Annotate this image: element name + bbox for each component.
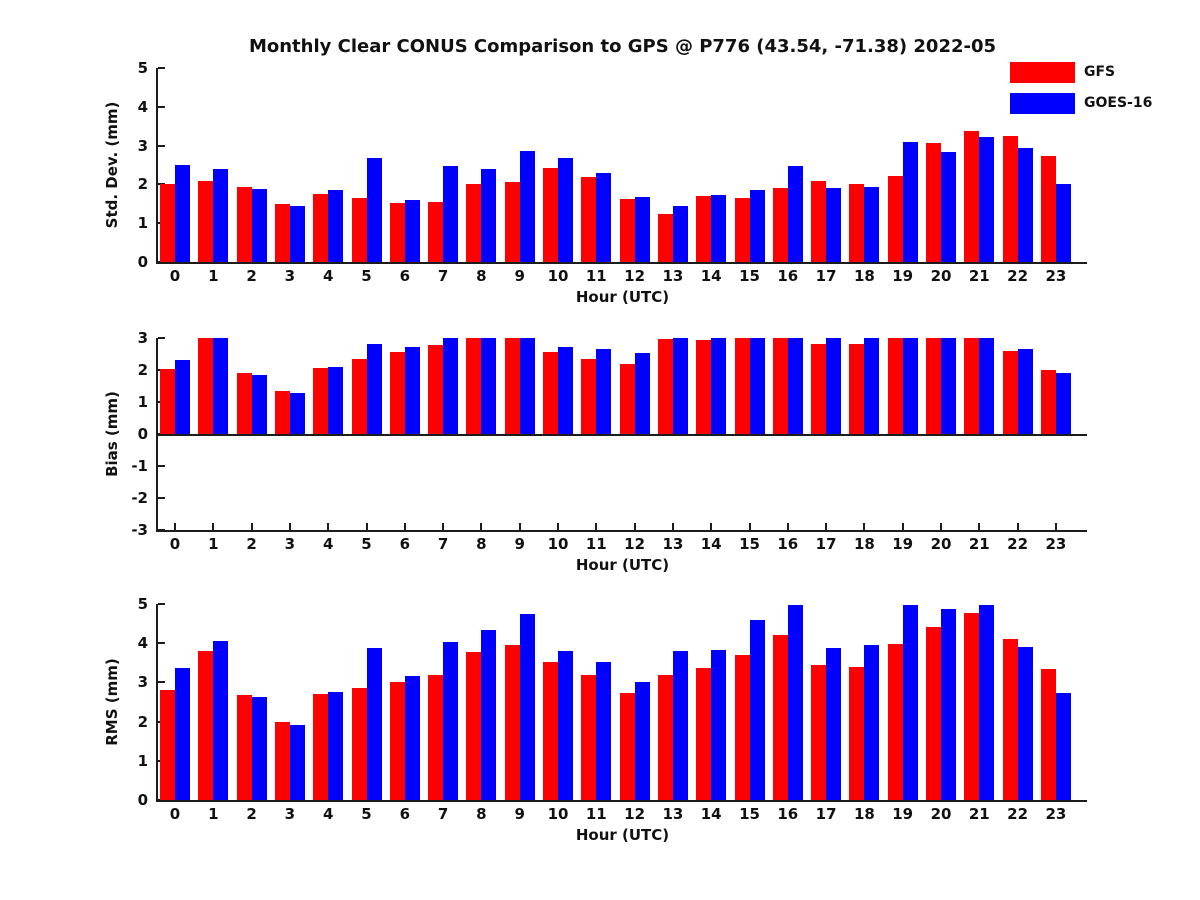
x-tick-label: 4	[322, 267, 334, 285]
x-axis-label-stddev: Hour (UTC)	[575, 288, 670, 306]
y-tick-label: 0	[137, 791, 148, 809]
bar-goes16-h19	[903, 338, 918, 434]
x-tick	[940, 523, 942, 530]
bar-gfs-h1	[198, 651, 213, 800]
bar-goes16-h9	[520, 614, 535, 800]
x-tick	[174, 523, 176, 530]
y-tick-label: 5	[137, 59, 148, 77]
y-tick-label: 4	[137, 634, 148, 653]
x-tick-label: 3	[284, 805, 296, 823]
x-tick-label: 9	[514, 805, 525, 823]
bar-gfs-h20	[926, 338, 941, 434]
bar-goes16-h20	[941, 152, 956, 262]
y-tick-label: 0	[137, 425, 148, 443]
bar-gfs-h16	[773, 338, 788, 434]
chart-title: Monthly Clear CONUS Comparison to GPS @ P776 (43.54, -71.38) 2022-05	[248, 36, 997, 57]
bar-gfs-h13	[658, 675, 673, 800]
x-tick-label: 16	[777, 805, 799, 823]
bar-goes16-h23	[1056, 373, 1071, 434]
bar-gfs-h2	[237, 373, 252, 434]
x-tick-label: 21	[968, 805, 990, 823]
bar-gfs-h3	[275, 204, 290, 262]
y-tick	[158, 529, 165, 531]
bar-goes16-h14	[711, 650, 726, 800]
bar-goes16-h5	[367, 648, 382, 800]
y-tick-label: 3	[137, 329, 148, 347]
bar-goes16-h3	[290, 725, 305, 800]
bar-goes16-h8	[481, 338, 496, 434]
bar-goes16-h4	[328, 692, 343, 800]
bar-gfs-h7	[428, 675, 443, 800]
bar-gfs-h1	[198, 338, 213, 434]
bar-goes16-h11	[596, 662, 611, 800]
x-tick-label: 12	[624, 267, 646, 285]
x-tick-label: 3	[284, 535, 296, 553]
plot-area-stddev	[137, 59, 1087, 306]
bar-goes16-h11	[596, 173, 611, 262]
x-tick-label: 16	[777, 267, 799, 285]
bar-gfs-h21	[964, 338, 979, 434]
bar-gfs-h13	[658, 214, 673, 262]
y-tick-label: 1	[137, 393, 148, 411]
bar-gfs-h17	[811, 181, 826, 262]
bar-gfs-h8	[466, 652, 481, 800]
bar-gfs-h0	[160, 184, 175, 262]
legend-label-gfs: GFS	[1084, 64, 1116, 80]
legend-label-goes16: GOES-16	[1084, 95, 1153, 111]
x-tick	[825, 523, 827, 530]
bar-gfs-h9	[505, 645, 520, 800]
x-tick-label: 10	[547, 535, 569, 553]
x-tick-label: 15	[739, 535, 760, 553]
bar-gfs-h23	[1041, 669, 1056, 800]
x-tick-label: 19	[892, 267, 914, 285]
x-tick-label: 14	[700, 535, 722, 553]
x-tick	[978, 523, 980, 530]
zero-axis-line	[158, 434, 1087, 436]
x-axis-label-bias: Hour (UTC)	[575, 556, 670, 574]
bar-gfs-h1	[198, 181, 213, 263]
bar-gfs-h8	[466, 184, 481, 262]
y-tick-label: 3	[137, 136, 148, 155]
x-tick-label: 15	[739, 267, 760, 285]
bar-goes16-h15	[750, 190, 765, 262]
bar-gfs-h4	[313, 368, 328, 434]
bar-goes16-h6	[405, 676, 420, 800]
bar-gfs-h18	[849, 667, 864, 800]
bar-gfs-h23	[1041, 156, 1056, 262]
bar-goes16-h10	[558, 651, 573, 800]
bar-goes16-h7	[443, 166, 458, 262]
y-tick	[158, 497, 165, 499]
y-tick-label: 1	[137, 751, 148, 770]
y-axis-label-stddev: Std. Dev. (mm)	[103, 101, 121, 229]
bar-gfs-h7	[428, 202, 443, 262]
x-tick-label: 15	[739, 805, 760, 823]
x-tick-label: 4	[322, 805, 334, 823]
bar-gfs-h10	[543, 352, 558, 434]
x-tick-label: 0	[169, 805, 181, 823]
bar-goes16-h14	[711, 195, 726, 262]
y-tick-label: 3	[137, 673, 148, 692]
x-axis-label-rms: Hour (UTC)	[575, 826, 670, 844]
bar-gfs-h0	[160, 369, 175, 434]
x-tick-label: 13	[662, 267, 684, 285]
bar-gfs-h7	[428, 345, 443, 434]
x-tick-label: 13	[662, 805, 684, 823]
x-tick-label: 6	[399, 805, 411, 823]
bar-gfs-h17	[811, 344, 826, 434]
x-tick	[710, 523, 712, 530]
x-tick-label: 3	[284, 267, 296, 285]
y-tick	[158, 67, 165, 69]
plot-area-rms	[137, 595, 1087, 844]
y-axis-label-bias: Bias (mm)	[103, 391, 121, 477]
bar-goes16-h9	[520, 338, 535, 434]
bar-gfs-h19	[888, 338, 903, 434]
bar-goes16-h3	[290, 393, 305, 434]
bar-goes16-h22	[1018, 148, 1033, 263]
x-tick-label: 11	[585, 535, 607, 553]
bar-gfs-h23	[1041, 370, 1056, 434]
y-tick-label: 2	[137, 712, 148, 731]
x-tick-label: 23	[1045, 535, 1067, 553]
bar-gfs-h15	[735, 338, 750, 434]
bar-gfs-h10	[543, 168, 558, 262]
bar-gfs-h14	[696, 340, 711, 434]
bar-goes16-h23	[1056, 693, 1071, 800]
y-tick-label: 5	[137, 595, 148, 613]
bar-goes16-h21	[979, 137, 994, 262]
bar-gfs-h16	[773, 635, 788, 800]
x-tick-label: 2	[246, 805, 257, 823]
x-tick-label: 12	[624, 805, 646, 823]
x-tick-label: 19	[892, 535, 914, 553]
y-tick	[158, 465, 165, 467]
plot-area-bias	[131, 329, 1087, 574]
x-tick-label: 1	[208, 267, 219, 285]
x-tick-label: 5	[361, 267, 372, 285]
x-tick-label: 1	[208, 805, 219, 823]
bar-goes16-h13	[673, 651, 688, 800]
bar-goes16-h19	[903, 605, 918, 800]
bar-goes16-h16	[788, 338, 803, 434]
x-tick-label: 9	[514, 535, 525, 553]
x-tick-label: 0	[169, 535, 181, 553]
bar-goes16-h22	[1018, 349, 1033, 434]
x-tick	[519, 523, 521, 530]
x-tick-label: 2	[246, 535, 257, 553]
y-tick	[158, 145, 165, 147]
bar-goes16-h12	[635, 682, 650, 800]
bar-gfs-h19	[888, 644, 903, 800]
y-tick-label: 0	[137, 253, 148, 271]
bar-goes16-h13	[673, 338, 688, 434]
y-axis-label-rms: RMS (mm)	[103, 658, 121, 746]
x-tick	[787, 523, 789, 530]
x-tick-label: 18	[853, 535, 875, 553]
x-tick-label: 8	[476, 267, 487, 285]
bar-gfs-h19	[888, 176, 903, 262]
bar-goes16-h20	[941, 609, 956, 800]
bar-gfs-h3	[275, 722, 290, 800]
bar-gfs-h13	[658, 339, 673, 434]
bar-gfs-h8	[466, 338, 481, 434]
bar-gfs-h2	[237, 187, 252, 262]
x-tick	[442, 523, 444, 530]
bar-goes16-h7	[443, 338, 458, 434]
y-tick-label: 4	[137, 97, 148, 116]
x-tick-label: 7	[437, 805, 449, 823]
x-tick-label: 22	[1007, 805, 1029, 823]
bar-goes16-h15	[750, 620, 765, 800]
bar-goes16-h10	[558, 158, 573, 262]
x-tick-label: 6	[399, 267, 411, 285]
bar-gfs-h14	[696, 196, 711, 262]
y-tick-label: -3	[131, 521, 148, 539]
x-tick	[404, 523, 406, 530]
bar-goes16-h12	[635, 353, 650, 434]
x-tick-label: 16	[777, 535, 799, 553]
bar-gfs-h9	[505, 182, 520, 262]
bar-goes16-h20	[941, 338, 956, 434]
x-tick-label: 20	[930, 267, 952, 285]
y-tick	[158, 337, 165, 339]
bar-gfs-h11	[581, 359, 596, 434]
x-tick-label: 22	[1007, 267, 1029, 285]
x-tick-label: 2	[246, 267, 257, 285]
bar-goes16-h0	[175, 360, 190, 434]
bar-goes16-h2	[252, 189, 267, 262]
x-tick-label: 7	[437, 535, 449, 553]
x-tick-label: 17	[815, 267, 837, 285]
bar-goes16-h17	[826, 648, 841, 800]
y-tick-label: 2	[137, 361, 148, 379]
x-tick-label: 10	[547, 805, 569, 823]
x-tick-label: 17	[815, 535, 837, 553]
x-tick	[863, 523, 865, 530]
bar-gfs-h15	[735, 655, 750, 800]
y-tick-label: -1	[131, 457, 148, 475]
x-tick-label: 5	[361, 805, 372, 823]
bar-goes16-h6	[405, 347, 420, 434]
bar-goes16-h1	[213, 641, 228, 800]
x-tick-label: 0	[169, 267, 181, 285]
bar-goes16-h16	[788, 166, 803, 262]
bar-gfs-h5	[352, 688, 367, 800]
bar-goes16-h18	[864, 187, 879, 262]
bar-gfs-h4	[313, 694, 328, 800]
bar-gfs-h21	[964, 131, 979, 262]
x-tick-label: 21	[968, 267, 990, 285]
bar-goes16-h1	[213, 169, 228, 262]
y-tick-label: -2	[131, 489, 148, 507]
x-tick-label: 17	[815, 805, 837, 823]
bar-goes16-h9	[520, 151, 535, 262]
x-tick-label: 5	[361, 535, 372, 553]
x-tick-label: 20	[930, 805, 952, 823]
x-tick-label: 12	[624, 535, 646, 553]
bar-goes16-h21	[979, 338, 994, 434]
x-tick-label: 9	[514, 267, 525, 285]
x-tick-label: 22	[1007, 535, 1029, 553]
x-tick-label: 14	[700, 267, 722, 285]
bar-gfs-h6	[390, 203, 405, 262]
x-tick-label: 20	[930, 535, 952, 553]
bar-gfs-h17	[811, 665, 826, 800]
bar-goes16-h0	[175, 668, 190, 801]
bar-goes16-h23	[1056, 184, 1071, 262]
bar-goes16-h16	[788, 605, 803, 800]
x-tick-label: 14	[700, 805, 722, 823]
bar-goes16-h15	[750, 338, 765, 434]
bar-gfs-h5	[352, 198, 367, 262]
x-tick-label: 10	[547, 267, 569, 285]
bar-gfs-h15	[735, 198, 750, 262]
bar-goes16-h17	[826, 338, 841, 434]
bar-goes16-h18	[864, 645, 879, 800]
bar-gfs-h14	[696, 668, 711, 800]
x-tick	[634, 523, 636, 530]
bar-goes16-h4	[328, 190, 343, 262]
x-tick-label: 23	[1045, 267, 1067, 285]
bar-gfs-h11	[581, 177, 596, 262]
bar-gfs-h11	[581, 675, 596, 800]
bar-goes16-h8	[481, 169, 496, 263]
x-tick-label: 18	[853, 267, 875, 285]
bar-gfs-h10	[543, 662, 558, 800]
bar-gfs-h20	[926, 143, 941, 263]
y-tick-label: 1	[137, 214, 148, 233]
bar-gfs-h12	[620, 693, 635, 800]
y-tick-label: 2	[137, 175, 148, 194]
bar-goes16-h13	[673, 206, 688, 262]
x-tick-label: 8	[476, 805, 487, 823]
x-tick-label: 11	[585, 805, 607, 823]
bar-goes16-h19	[903, 142, 918, 262]
bar-gfs-h18	[849, 184, 864, 262]
bar-gfs-h18	[849, 344, 864, 434]
x-tick-label: 8	[476, 535, 487, 553]
bar-goes16-h12	[635, 197, 650, 262]
bar-goes16-h5	[367, 158, 382, 262]
y-tick	[158, 681, 165, 683]
x-tick	[480, 523, 482, 530]
bar-gfs-h21	[964, 613, 979, 800]
bar-goes16-h3	[290, 206, 305, 262]
y-tick	[158, 106, 165, 108]
bar-gfs-h2	[237, 695, 252, 800]
x-tick	[289, 523, 291, 530]
bar-gfs-h22	[1003, 351, 1018, 435]
bar-goes16-h5	[367, 344, 382, 434]
bar-goes16-h8	[481, 630, 496, 801]
x-tick-label: 19	[892, 805, 914, 823]
bar-gfs-h6	[390, 352, 405, 434]
bar-gfs-h12	[620, 199, 635, 262]
bar-goes16-h10	[558, 347, 573, 434]
bar-goes16-h21	[979, 605, 994, 800]
bar-goes16-h22	[1018, 647, 1033, 800]
x-tick	[749, 523, 751, 530]
bar-gfs-h22	[1003, 136, 1018, 262]
x-tick-label: 7	[437, 267, 449, 285]
x-tick	[902, 523, 904, 530]
x-tick	[1055, 523, 1057, 530]
bar-goes16-h2	[252, 375, 267, 435]
x-tick-label: 23	[1045, 805, 1067, 823]
bar-goes16-h14	[711, 338, 726, 434]
bar-goes16-h6	[405, 200, 420, 262]
bar-goes16-h2	[252, 697, 267, 800]
bar-gfs-h20	[926, 627, 941, 800]
bar-gfs-h16	[773, 188, 788, 263]
x-tick-label: 6	[399, 535, 411, 553]
x-tick	[672, 523, 674, 530]
bar-gfs-h9	[505, 338, 520, 434]
bar-gfs-h5	[352, 359, 367, 434]
bar-goes16-h11	[596, 349, 611, 434]
bar-gfs-h6	[390, 682, 405, 800]
x-tick	[212, 523, 214, 530]
x-tick	[366, 523, 368, 530]
x-tick-label: 4	[322, 535, 334, 553]
x-tick	[251, 523, 253, 530]
x-tick	[327, 523, 329, 530]
y-tick	[158, 642, 165, 644]
bar-goes16-h17	[826, 188, 841, 263]
x-tick	[595, 523, 597, 530]
bar-gfs-h12	[620, 364, 635, 434]
bar-goes16-h18	[864, 338, 879, 434]
bar-gfs-h22	[1003, 639, 1018, 800]
x-tick-label: 21	[968, 535, 990, 553]
bar-goes16-h4	[328, 367, 343, 434]
x-tick-label: 1	[208, 535, 219, 553]
x-tick-label: 11	[585, 267, 607, 285]
y-tick	[158, 603, 165, 605]
x-tick	[557, 523, 559, 530]
bar-goes16-h0	[175, 165, 190, 262]
x-tick	[1017, 523, 1019, 530]
x-tick-label: 18	[853, 805, 875, 823]
bar-goes16-h7	[443, 642, 458, 800]
bar-gfs-h4	[313, 194, 328, 262]
x-tick-label: 13	[662, 535, 684, 553]
bar-gfs-h0	[160, 690, 175, 800]
bar-goes16-h1	[213, 338, 228, 434]
bar-gfs-h3	[275, 391, 290, 434]
